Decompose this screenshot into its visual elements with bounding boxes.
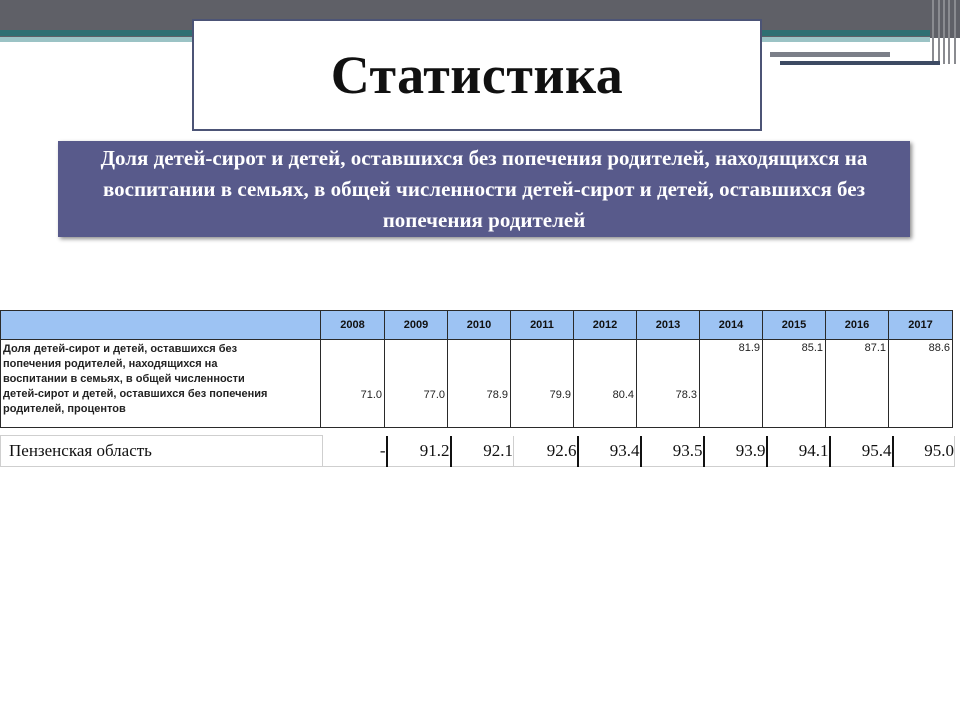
year-header: 2016 (826, 311, 889, 340)
year-header: 2013 (637, 311, 700, 340)
region-value: 93.4 (578, 436, 641, 467)
year-header: 2015 (763, 311, 826, 340)
value-cell: 79.9 (511, 340, 574, 428)
subtitle-text: Доля детей-сирот и детей, оставшихся без попечения родителей, находящихся на воспитании в семьях, в общей численности детей-сирот и детей, оставшихся без попечения родителей (100, 145, 868, 232)
description-line: родителей, процентов (3, 403, 126, 415)
region-value: 94.1 (767, 436, 830, 467)
value-cell: 78.9 (448, 340, 511, 428)
description-line: воспитании в семьях, в общей численности (3, 373, 245, 385)
region-value: 91.2 (387, 436, 451, 467)
title-box (192, 19, 762, 131)
region-value: 92.6 (514, 436, 578, 467)
year-header: 2010 (448, 311, 511, 340)
year-header: 2008 (321, 311, 385, 340)
region-value: 95.0 (893, 436, 955, 467)
value-cell: 87.1 (826, 340, 889, 428)
decorative-bar (780, 61, 940, 65)
value-cell: 77.0 (385, 340, 448, 428)
year-header: 2009 (385, 311, 448, 340)
value-cell: 85.1 (763, 340, 826, 428)
description-line: попечения родителей, находящихся на (3, 358, 218, 370)
region-value: - (323, 436, 387, 467)
value-cell: 80.4 (574, 340, 637, 428)
year-header: 2017 (889, 311, 953, 340)
region-name: Пензенская область (1, 436, 323, 467)
header-empty-cell (1, 311, 321, 340)
statistics-table (0, 310, 953, 428)
subtitle-box (58, 141, 910, 237)
indicator-description (1, 340, 321, 428)
table-row (1, 340, 953, 428)
value-cell: 78.3 (637, 340, 700, 428)
page-title: Статистика (330, 45, 624, 105)
description-line: детей-сирот и детей, оставшихся без попечения (3, 388, 268, 400)
value-cell: 81.9 (700, 340, 763, 428)
region-value: 93.9 (704, 436, 767, 467)
description-line: Доля детей-сирот и детей, оставшихся без (3, 343, 238, 355)
table-header-row (1, 311, 953, 340)
region-value: 93.5 (641, 436, 704, 467)
region-value: 95.4 (830, 436, 893, 467)
table-row (1, 436, 955, 467)
value-cell: 71.0 (321, 340, 385, 428)
year-header: 2014 (700, 311, 763, 340)
year-header: 2012 (574, 311, 637, 340)
decorative-bar (770, 52, 890, 57)
banner-vertical-lines (930, 0, 960, 64)
region-value: 92.1 (451, 436, 514, 467)
year-header: 2011 (511, 311, 574, 340)
value-cell: 88.6 (889, 340, 953, 428)
region-table (0, 435, 955, 467)
